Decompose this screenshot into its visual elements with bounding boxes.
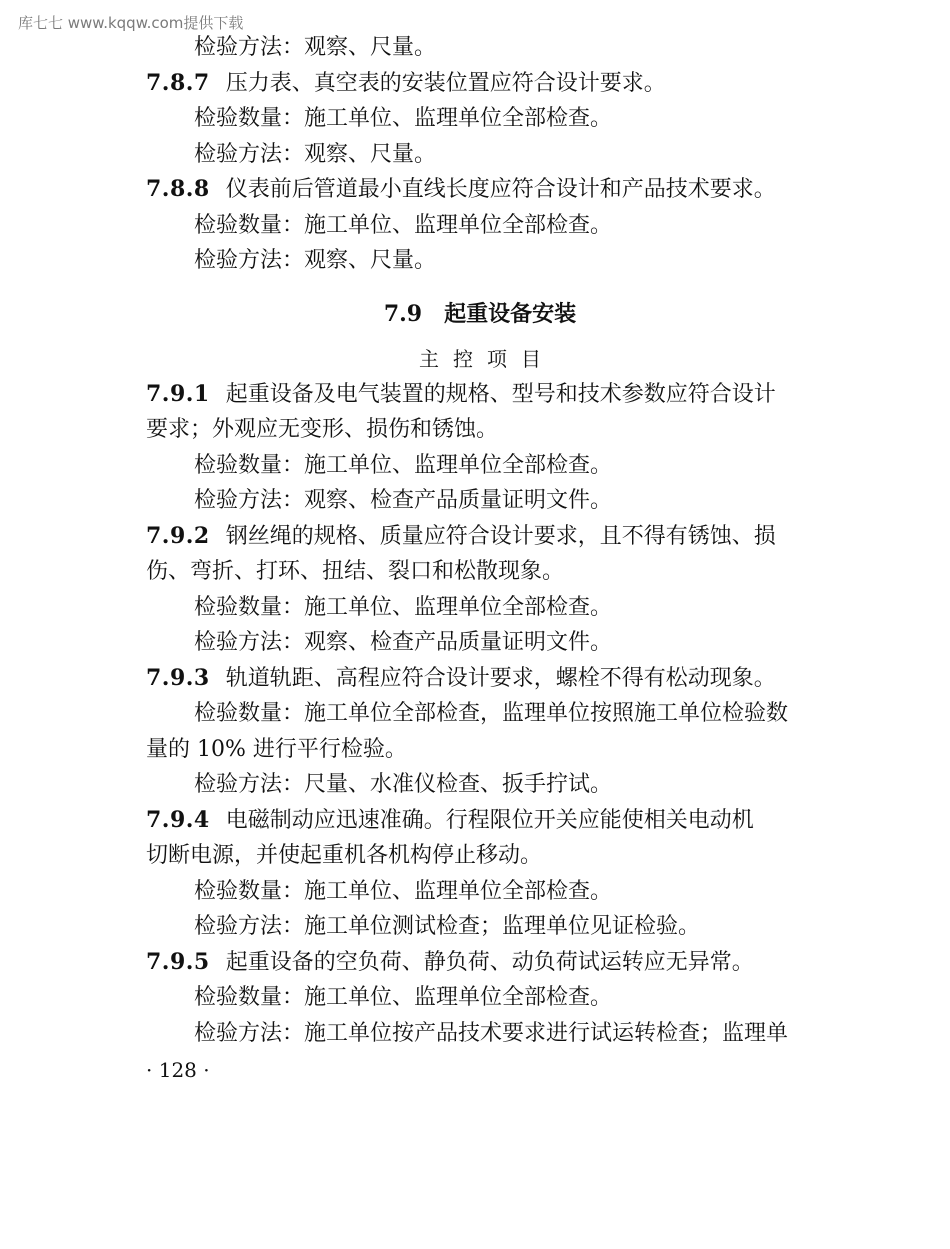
- clause-7-8-7: [146, 66, 814, 102]
- clause-text: 电磁制动应迅速准确。行程限位开关应能使相关电动机: [225, 807, 754, 833]
- quantity-line-continuation: 量的 10% 进行平行检验。: [146, 736, 407, 762]
- clause-number: 7.9.1: [146, 380, 210, 407]
- watermark-text: 库七七 www.kqqw.com提供下载: [18, 14, 244, 32]
- section-name: 起重设备安装: [444, 300, 577, 327]
- clause-text: 仪表前后管道最小直线长度应符合设计和产品技术要求。: [225, 177, 776, 202]
- clause-7-8-8: [146, 172, 814, 208]
- clause-number: 7.9.3: [146, 664, 210, 691]
- clause-text: 起重设备的空负荷、静负荷、动负荷试运转应无异常。: [225, 949, 754, 975]
- clause-text-continuation: 要求；外观应无变形、损伤和锈蚀。: [146, 417, 499, 442]
- method-line: 检验方法：观察、尺量。: [194, 141, 437, 167]
- clause-text: 钢丝绳的规格、质量应符合设计要求，且不得有锈蚀、损: [225, 523, 776, 549]
- quantity-line: 检验数量：施工单位、监理单位全部检查。: [194, 985, 613, 1010]
- clause-number: 7.9.5: [146, 948, 210, 975]
- method-line: 检验方法：观察、检查产品质量证明文件。: [194, 630, 613, 655]
- quantity-line: 检验数量：施工单位、监理单位全部检查。: [194, 594, 613, 620]
- clause-number: 7.8.7: [146, 69, 210, 96]
- clause-text-continuation: 切断电源，并使起重机各机构停止移动。: [146, 843, 543, 868]
- clause-text-continuation: 伤、弯折、打环、扭结、裂口和松散现象。: [146, 559, 565, 584]
- subheading: 主控项目: [419, 346, 555, 371]
- document-page: [146, 30, 814, 1087]
- clause-7-9-5: [146, 945, 814, 981]
- clause-text: 轨道轨距、高程应符合设计要求，螺栓不得有松动现象。: [225, 665, 776, 691]
- quantity-line: 检验数量：施工单位、监理单位全部检查。: [194, 452, 613, 478]
- method-line: 检验方法：观察、检查产品质量证明文件。: [194, 488, 613, 513]
- clause-7-9-1: [146, 377, 814, 413]
- clause-number: 7.8.8: [146, 176, 210, 202]
- quantity-line: 检验数量：施工单位、监理单位全部检查。: [194, 212, 613, 238]
- clause-text: 起重设备及电气装置的规格、型号和技术参数应符合设计: [225, 381, 776, 407]
- quantity-line: 检验数量：施工单位、监理单位全部检查。: [194, 878, 613, 904]
- page-number: · 128 ·: [146, 1058, 210, 1082]
- clause-number: 7.9.2: [146, 522, 210, 549]
- method-line: 检验方法：尺量、水准仪检查、扳手拧试。: [194, 772, 613, 797]
- method-line: 检验方法：观察、尺量。: [194, 248, 437, 273]
- clause-number: 7.9.4: [146, 806, 210, 833]
- section-number: 7.9: [383, 300, 423, 327]
- method-line: 检验方法：施工单位按产品技术要求进行试运转检查；监理单: [194, 1020, 789, 1046]
- method-line: 检验方法：观察、尺量。: [194, 35, 437, 60]
- section-title: [146, 295, 814, 333]
- clause-7-9-2: [146, 519, 814, 555]
- method-line: 检验方法：施工单位测试检查；监理单位见证检验。: [194, 914, 701, 939]
- quantity-line: 检验数量：施工单位全部检查，监理单位按照施工单位检验数: [194, 701, 789, 726]
- clause-text: 压力表、真空表的安装位置应符合设计要求。: [225, 70, 666, 96]
- quantity-line: 检验数量：施工单位、监理单位全部检查。: [194, 106, 613, 131]
- clause-7-9-3: [146, 661, 814, 697]
- clause-7-9-4: [146, 803, 814, 839]
